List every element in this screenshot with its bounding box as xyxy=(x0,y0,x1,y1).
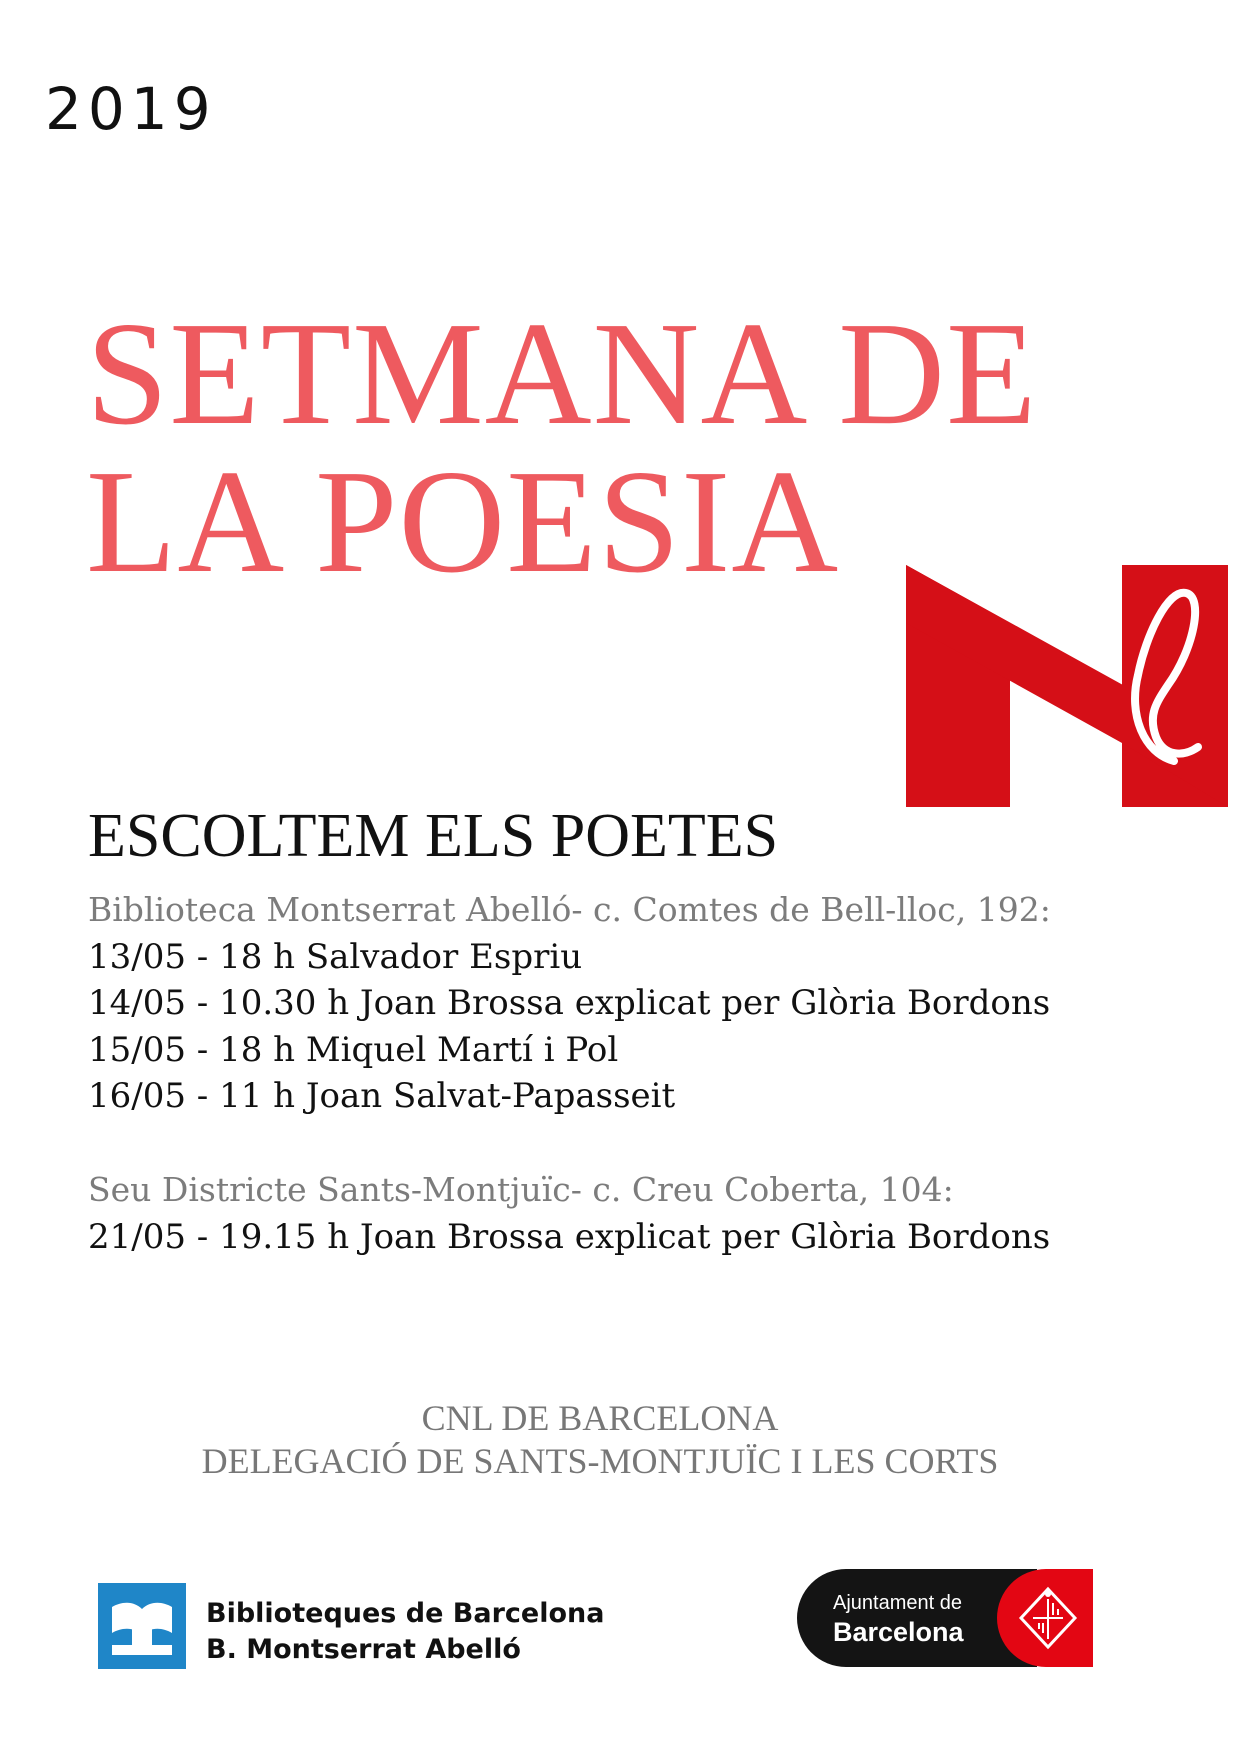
event-item: 13/05 - 18 h Salvador Espriu xyxy=(88,937,583,977)
event-item: 16/05 - 11 h Joan Salvat-Papasseit xyxy=(88,1076,676,1116)
library-name: Biblioteques de Barcelona xyxy=(206,1598,605,1629)
title-line-2: LA POESIA xyxy=(86,440,840,604)
venue-label: Seu Districte Sants-Montjuïc- c. Creu Coberta, 104: xyxy=(88,1170,954,1209)
ajuntament-logo-line-1: Ajuntament de xyxy=(833,1592,962,1614)
event-item: 15/05 - 18 h Miquel Martí i Pol xyxy=(88,1030,619,1070)
section-heading: ESCOLTEM ELS POETES xyxy=(88,802,779,870)
library-book-icon xyxy=(98,1583,186,1669)
organizer-line-2: DELEGACIÓ DE SANTS-MONTJUÏC I LES CORTS xyxy=(201,1441,999,1481)
organizer-line-1: CNL DE BARCELONA xyxy=(421,1398,779,1438)
title-line-1: SETMANA DE xyxy=(86,292,1038,456)
ajuntament-logo xyxy=(797,1569,1093,1667)
ajuntament-logo-line-2: Barcelona xyxy=(833,1617,964,1647)
event-item: 14/05 - 10.30 h Joan Brossa explicat per Glòria Bordons xyxy=(88,983,1051,1023)
venue-label: Biblioteca Montserrat Abelló- c. Comtes de Bell-lloc, 192: xyxy=(88,890,1051,929)
library-branch: B. Montserrat Abelló xyxy=(206,1634,521,1665)
barcelona-shield-icon xyxy=(1015,1585,1081,1651)
year-label: 2019 xyxy=(45,75,217,143)
cnl-logo xyxy=(906,565,1228,807)
event-item: 21/05 - 19.15 h Joan Brossa explicat per Glòria Bordons xyxy=(88,1217,1051,1257)
